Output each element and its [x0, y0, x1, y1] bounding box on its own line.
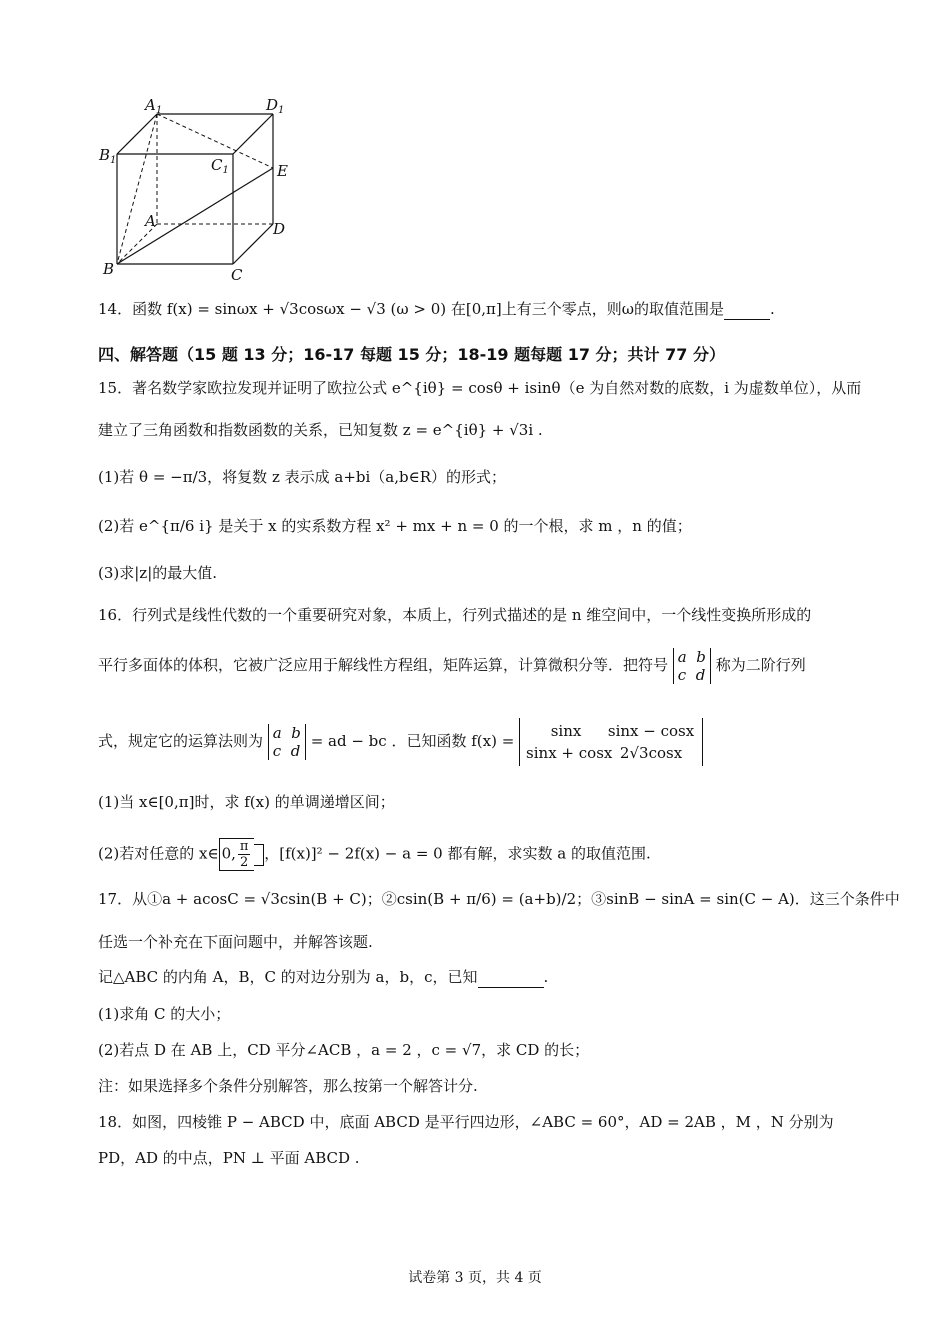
- question-16-line3: 式，规定它的运算法则为 a b c d = ad − bc ．已知函数 f(x) = sinx sinx − cosx sinx + cosx 2√3cosx: [98, 718, 703, 766]
- label-c: C: [231, 266, 243, 284]
- question-15-part1: (1)若 θ = −π/3，将复数 z 表示成 a+bi（a,b∈R）的形式；: [98, 468, 507, 486]
- question-17-line2: 任选一个补充在下面问题中，并解答该题.: [98, 933, 373, 951]
- label-e: E: [277, 162, 288, 180]
- label-c1: $C_1$: [211, 156, 229, 176]
- question-17-part2: (2)若点 D 在 AB 上，CD 平分∠ACB ，a = 2 ，c = √7，求 CD 的长；: [98, 1041, 590, 1059]
- label-a1: $A_1$: [145, 96, 163, 116]
- question-16-part2: (2)若对任意的 x∈ 0, $\frac{\pi}{2}$ ，[f(x)]² − 2f(x) − a = 0 都有解，求实数 a 的取值范围.: [98, 839, 651, 870]
- question-15-line2: 建立了三角函数和指数函数的关系，已知复数 z = e^{iθ} + √3i .: [98, 421, 543, 439]
- determinant-rule: a b c d: [268, 724, 306, 760]
- question-15-line1: 15．著名数学家欧拉发现并证明了欧拉公式 e^{iθ} = cosθ + isinθ（e 为自然对数的底数，i 为虚数单位），从而: [98, 379, 862, 397]
- question-17-part1: (1)求角 C 的大小；: [98, 1005, 231, 1023]
- question-17-line1: 17．从①a + acosC = √3csin(B + C)；②csin(B + π/6) = (a+b)/2；③sinB − sinA = sin(C − A)．这三个条件中: [98, 890, 900, 908]
- function-determinant: sinx sinx − cosx sinx + cosx 2√3cosx: [519, 718, 703, 766]
- label-b1: $B_1$: [99, 146, 117, 166]
- section-title: 四、解答题（15 题 13 分；16-17 每题 15 分；18-19 题每题 17 分；共计 77 分）: [98, 345, 725, 364]
- question-18-line2: PD，AD 的中点，PN ⊥ 平面 ABCD .: [98, 1149, 360, 1167]
- label-a: A: [145, 212, 156, 230]
- question-14: 14．函数 f(x) = sinωx + √3cosωx − √3 (ω > 0) 在[0,π]上有三个零点，则ω的取值范围是 .: [98, 300, 775, 318]
- cube-figure: [95, 92, 295, 287]
- question-17-note: 注：如果选择多个条件分别解答，那么按第一个解答计分.: [98, 1077, 478, 1095]
- determinant-symbol: a b c d: [673, 648, 711, 684]
- label-b: B: [103, 260, 115, 278]
- question-16-line1: 16．行列式是线性代数的一个重要研究对象，本质上，行列式描述的是 n 维空间中，一个线性变换所形成的: [98, 606, 812, 624]
- question-15-part3: (3)求|z|的最大值.: [98, 564, 218, 582]
- answer-blank: [724, 299, 770, 320]
- condition-blank: [478, 967, 544, 988]
- label-d1: $D_1$: [266, 96, 285, 116]
- label-d: D: [273, 220, 286, 238]
- question-17-line3: 记△ABC 的内角 A，B，C 的对边分别为 a，b，c，已知 .: [98, 968, 549, 986]
- question-16-part1: (1)当 x∈[0,π]时，求 f(x) 的单调递增区间；: [98, 793, 395, 811]
- question-15-part2: (2)若 e^{π/6 i} 是关于 x 的实系数方程 x² + mx + n = 0 的一个根，求 m ，n 的值；: [98, 517, 692, 535]
- question-18-line1: 18．如图，四棱锥 P − ABCD 中，底面 ABCD 是平行四边形，∠ABC = 60°，AD = 2AB ，M ，N 分别为: [98, 1113, 834, 1131]
- question-16-line2: 平行多面体的体积，它被广泛应用于解线性方程组，矩阵运算，计算微积分等．把符号 a b c d 称为二阶行列: [98, 648, 806, 684]
- page-footer: 试卷第 3 页，共 4 页: [408, 1270, 542, 1286]
